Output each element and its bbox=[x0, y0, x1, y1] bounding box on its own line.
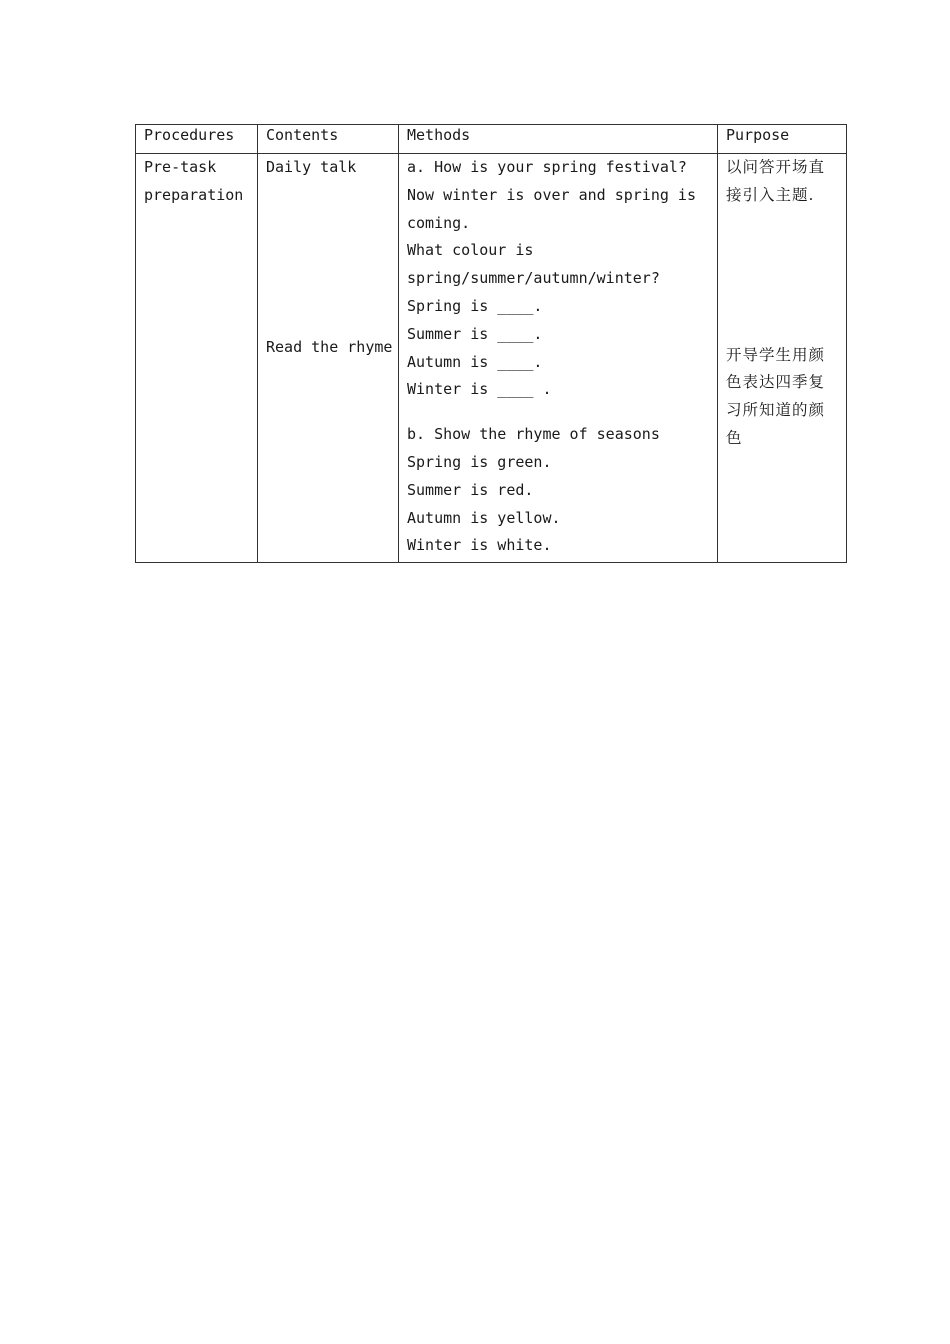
method-line: Autumn is yellow. bbox=[407, 508, 561, 527]
method-line: Summer is ____. bbox=[407, 324, 543, 343]
method-line: Winter is ____ . bbox=[407, 380, 552, 399]
header-purpose: Purpose bbox=[718, 125, 847, 154]
purpose-first: 以问答开场直接引入主题. bbox=[726, 158, 826, 204]
contents-cell bbox=[258, 154, 399, 563]
table-row bbox=[136, 154, 847, 563]
method-line: spring/summer/autumn/winter? bbox=[407, 269, 660, 288]
method-line: Now winter is over and spring is bbox=[407, 185, 696, 204]
method-line: Summer is red. bbox=[407, 480, 534, 499]
header-methods: Methods bbox=[399, 125, 718, 154]
header-contents: Contents bbox=[258, 125, 399, 154]
methods-cell bbox=[399, 154, 718, 563]
lesson-plan-table bbox=[135, 124, 847, 563]
procedure-line: Pre-task bbox=[144, 158, 217, 176]
procedure-line: preparation bbox=[144, 185, 244, 204]
table-header-row bbox=[136, 125, 847, 154]
method-line: b. Show the rhyme of seasons bbox=[407, 425, 660, 444]
header-procedures: Procedures bbox=[136, 125, 258, 154]
method-line: Spring is green. bbox=[407, 452, 552, 471]
content-daily-talk: Daily talk bbox=[266, 158, 357, 176]
method-line: Autumn is ____. bbox=[407, 352, 543, 371]
method-line: Spring is ____. bbox=[407, 296, 543, 315]
method-line: a. How is your spring festival? bbox=[407, 158, 687, 176]
purpose-cell bbox=[718, 154, 847, 563]
method-line: Winter is white. bbox=[407, 536, 552, 555]
method-line: What colour is bbox=[407, 241, 534, 260]
purpose-second: 开导学生用颜色表达四季复习所知道的颜色 bbox=[726, 345, 826, 447]
procedures-cell bbox=[136, 154, 258, 563]
content-read-rhyme: Read the rhyme bbox=[266, 337, 393, 356]
method-line: coming. bbox=[407, 213, 471, 232]
